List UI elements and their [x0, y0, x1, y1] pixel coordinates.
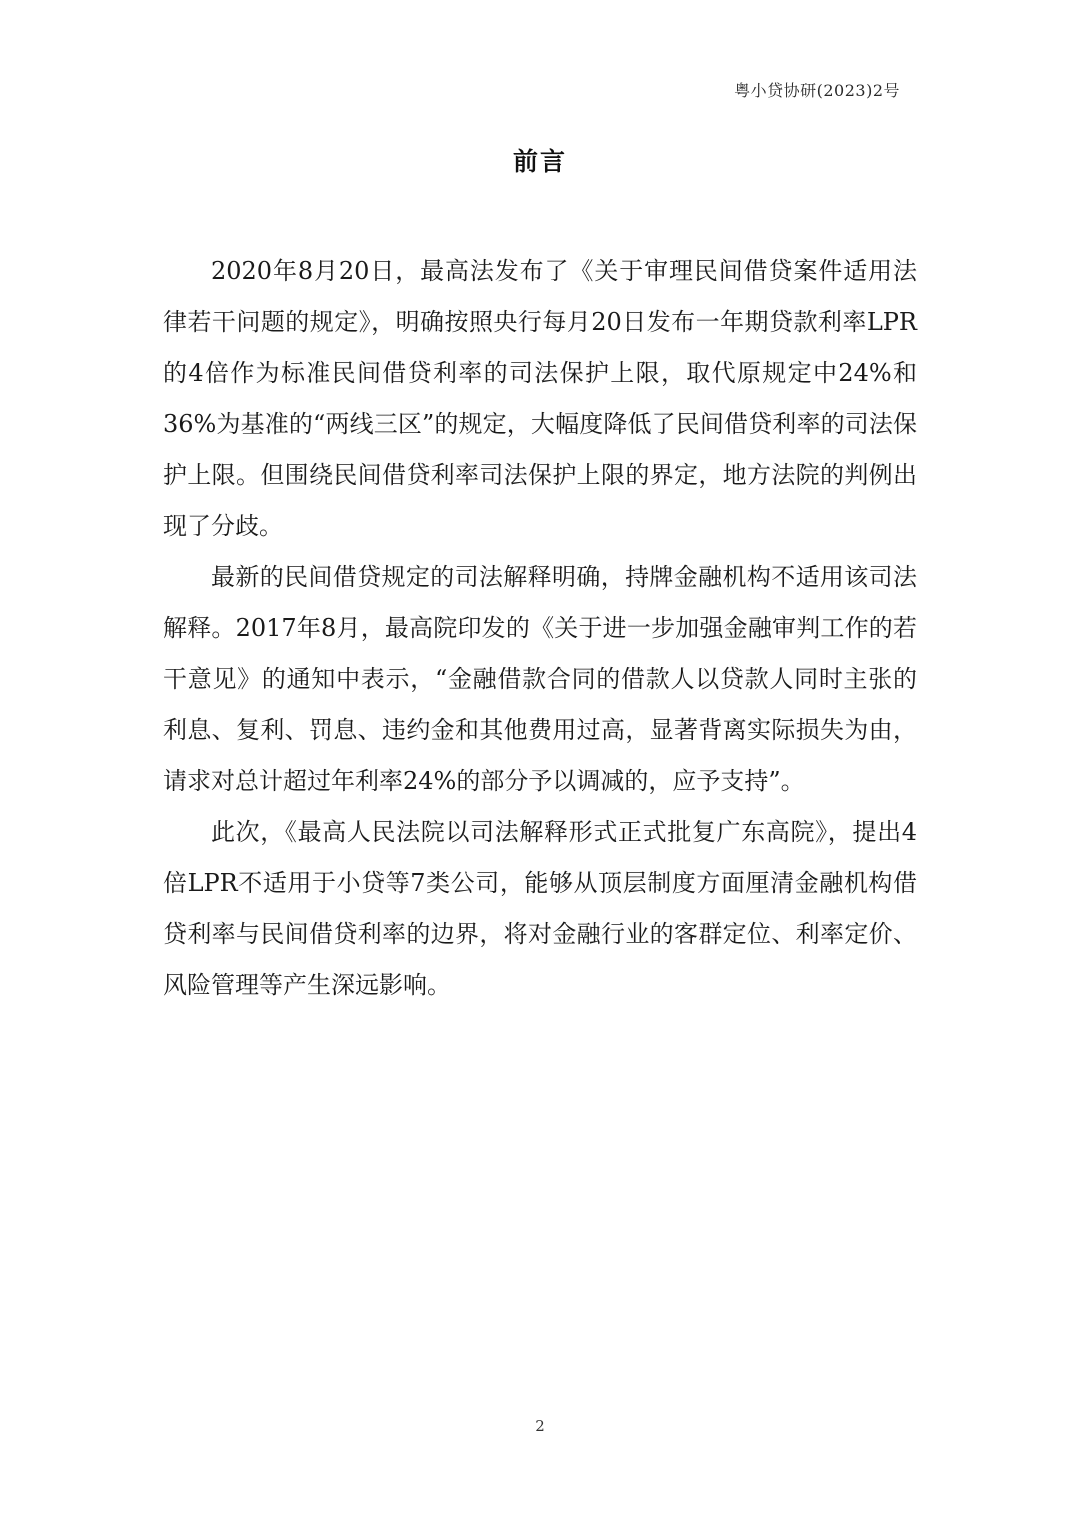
page-number: 2 — [535, 1417, 545, 1435]
document-number: 粤小贷协研(2023)2号 — [734, 81, 900, 100]
paragraph-2: 最新的民间借贷规定的司法解释明确，持牌金融机构不适用该司法解释。2017年8月，最高院印发的《关于进一步加强金融审判工作的若干意见》的通知中表示，“金融借款合同的借款人以贷款人同时主张的利息、复利、罚息、违约金和其他费用过高，显著背离实际损失为由，请求对总计超过年利率24%的部分予以调减的，应予支持”。 — [163, 563, 917, 795]
paragraph-1: 2020年8月20日，最高法发布了《关于审理民间借贷案件适用法律若干问题的规定》，明确按照央行每月20日发布一年期贷款利率LPR的4倍作为标准民间借贷利率的司法保护上限，取代原规定中24%和36%为基准的“两线三区”的规定，大幅度降低了民间借贷利率的司法保护上限。但围绕民间借贷利率司法保护上限的界定，地方法院的判例出现了分歧。 — [163, 257, 917, 540]
document-body — [163, 246, 917, 1011]
paragraph-3: 此次，《最高人民法院以司法解释形式正式批复广东高院》，提出4倍LPR不适用于小贷等7类公司，能够从顶层制度方面厘清金融机构借贷利率与民间借贷利率的边界，将对金融行业的客群定位、利率定价、风险管理等产生深远影响。 — [163, 818, 917, 999]
page-title: 前言 — [512, 147, 567, 176]
